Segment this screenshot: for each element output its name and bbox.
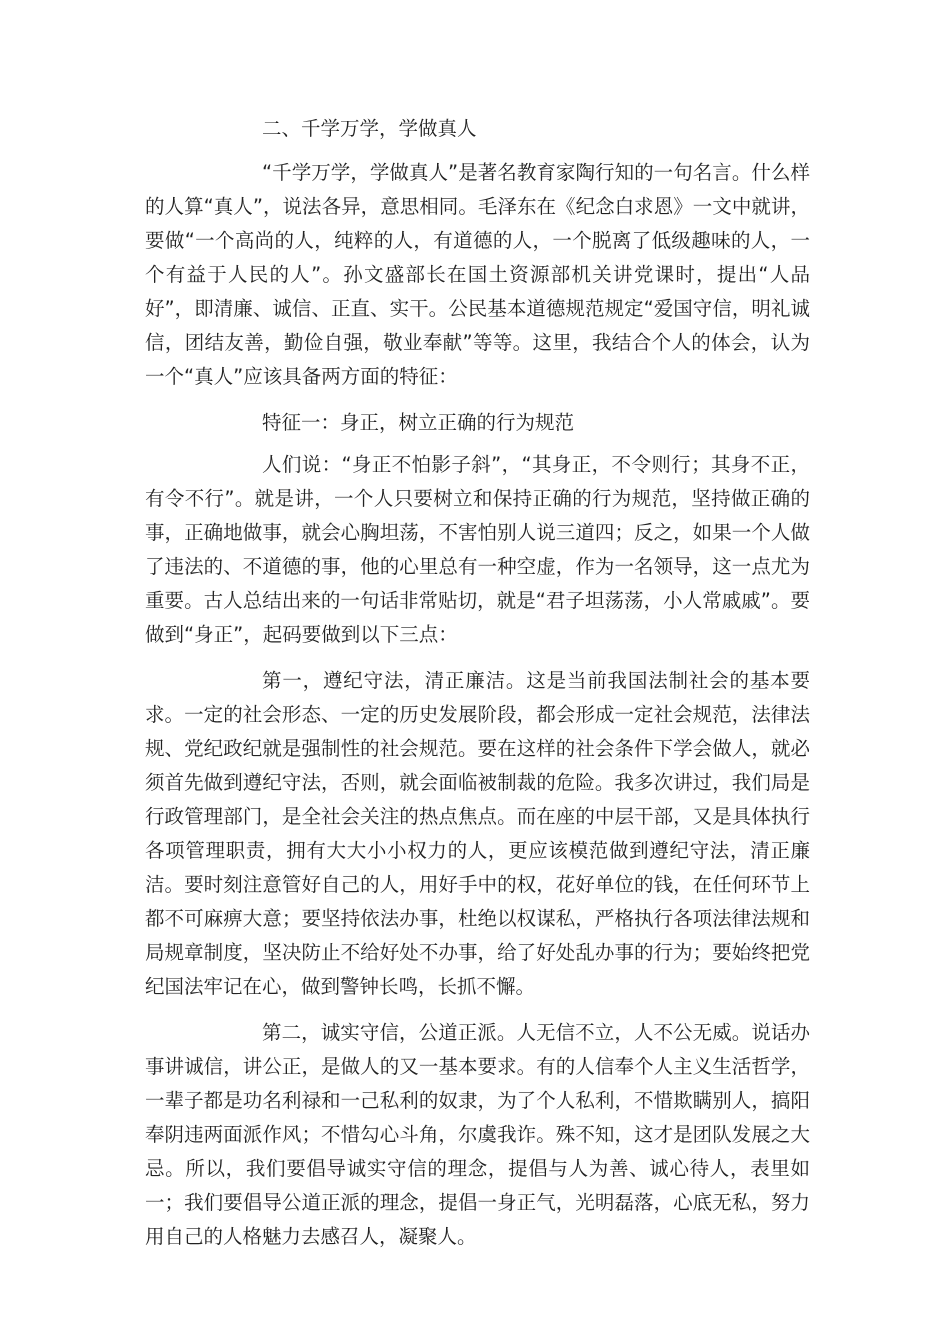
body-paragraph-2: 人们说：“身正不怕影子斜”，“其身正，不令则行；其身不正，有令不行”。就是讲，一个人只要树立和保持正确的行为规范，坚持做正确的事，正确地做事，就会心胸坦荡，不害怕别人说三道四；反之，如果一个人做了违法的、不道德的事，他的心里总有一种空虚，作为一名领导，这一点尤为重要。古人总结出来的一句话非常贴切，就是“君子坦荡荡，小人常戚戚”。要做到“身正”，起码要做到以下三点： bbox=[145, 453, 810, 646]
document-body bbox=[145, 112, 810, 1254]
section-heading: 二、千学万学，学做真人 bbox=[262, 117, 477, 140]
body-paragraph-3: 第一，遵纪守法，清正廉洁。这是当前我国法制社会的基本要求。一定的社会形态、一定的历史发展阶段，都会形成一定社会规范，法律法规、党纪政纪就是强制性的社会规范。要在这样的社会条件下学会做人，就必须首先做到遵纪守法，否则，就会面临被制裁的危险。我多次讲过，我们局是行政管理部门，是全社会关注的热点焦点。而在座的中层干部，又是具体执行各项管理职责，拥有大大小小权力的人，更应该模范做到遵纪守法，清正廉洁。要时刻注意管好自己的人，用好手中的权，花好单位的钱，在任何环节上都不可麻痹大意；要坚持依法办事，杜绝以权谋私，严格执行各项法律法规和局规章制度，坚决防止不给好处不办事，给了好处乱办事的行为；要始终把党纪国法牢记在心，做到警钟长鸣，长抓不懈。 bbox=[145, 669, 810, 998]
feature-heading: 特征一：身正，树立正确的行为规范 bbox=[262, 411, 575, 434]
body-paragraph-4: 第二，诚实守信，公道正派。人无信不立，人不公无威。说话办事讲诚信，讲公正，是做人的又一基本要求。有的人信奉个人主义生活哲学，一辈子都是功名利禄和一己私利的奴隶，为了个人私利，不惜欺瞒别人，搞阳奉阴违两面派作风；不惜勾心斗角，尔虞我诈。殊不知，这才是团队发展之大忌。所以，我们要倡导诚实守信的理念，提倡与人为善、诚心待人，表里如一；我们要倡导公道正派的理念，提倡一身正气，光明磊落，心底无私，努力用自己的人格魅力去感召人，凝聚人。 bbox=[145, 1021, 810, 1248]
intro-paragraph: “千学万学，学做真人”是著名教育家陶行知的一句名言。什么样的人算“真人”，说法各异，意思相同。毛泽东在《纪念白求恩》一文中就讲，要做“一个高尚的人，纯粹的人，有道德的人，一个脱离了低级趣味的人，一个有益于人民的人”。孙文盛部长在国土资源部机关讲党课时，提出“人品好”，即清廉、诚信、正直、实干。公民基本道德规范规定“爱国守信，明礼诚信，团结友善，勤俭自强，敬业奉献”等等。这里，我结合个人的体会，认为一个“真人”应该具备两方面的特征： bbox=[145, 161, 810, 388]
